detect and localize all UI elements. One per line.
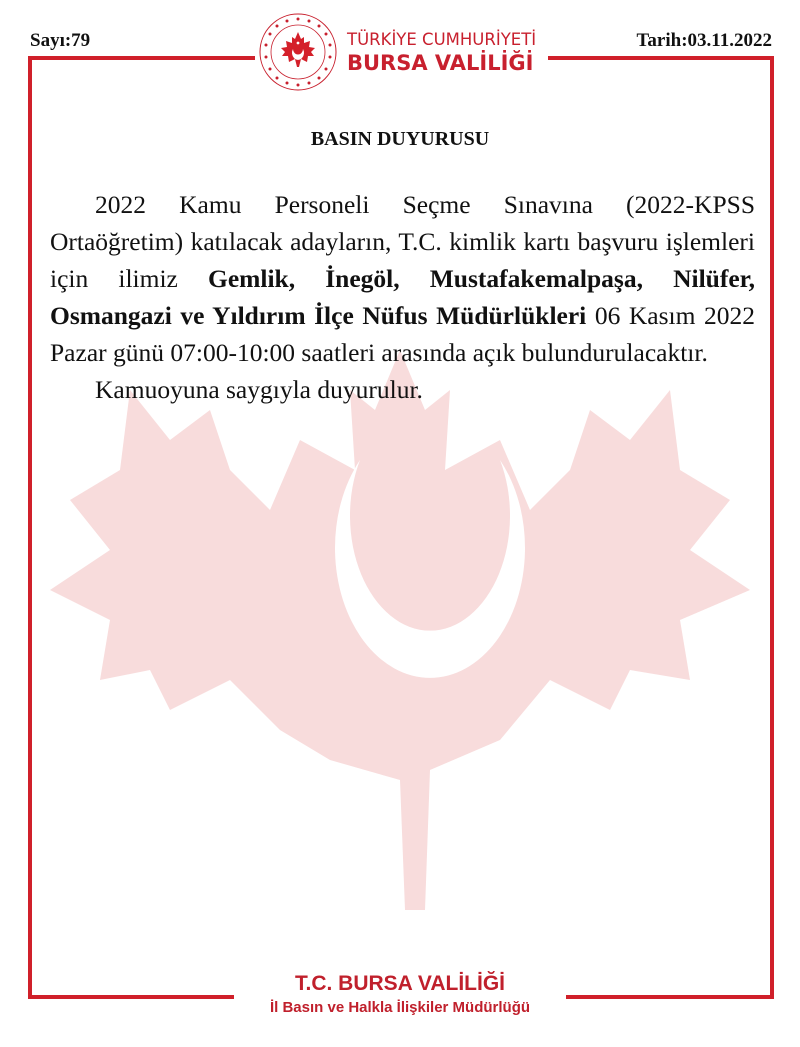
- footer-department: İl Basın ve Halkla İlişkiler Müdürlüğü: [269, 999, 531, 1016]
- footer-organization: [0, 972, 800, 1018]
- header-organization: [347, 30, 536, 75]
- frame-top-right-line: [548, 56, 774, 60]
- frame-left-line: [28, 56, 32, 999]
- frame-right-line: [770, 56, 774, 999]
- paragraph-text-part1: 2022 Kamu Personeli Seçme Sınavına (2022-KPSS Ortaöğretim) katılacak adayların, T.C. kimlik kartı başvuru işlemleri için ilimiz: [50, 190, 755, 293]
- footer-governorship: T.C. BURSA VALİLİĞİ: [295, 972, 505, 995]
- header-country: TÜRKİYE CUMHURİYETİ: [347, 30, 537, 49]
- emblem-icon: [258, 12, 338, 92]
- document-date: Tarih:03.11.2022: [636, 30, 772, 51]
- paragraph-text-part2: 06 Kasım 2022 Pazar günü 07:00-10:00 saatleri arasında açık bulundurulacaktır.: [50, 301, 756, 367]
- closing-paragraph: Kamuoyuna saygıyla duyurulur.: [95, 375, 423, 404]
- announcement-paragraph: [50, 186, 755, 371]
- header-governorship: BURSA VALİLİĞİ: [347, 51, 534, 75]
- document-body: [50, 186, 755, 408]
- frame-top-left-line: [28, 56, 255, 60]
- document-number: Sayı:79: [30, 30, 91, 51]
- document-title: BASIN DUYURUSU: [310, 128, 490, 150]
- paragraph-bold-offices: Gemlik, İnegöl, Mustafakemalpaşa, Nilüfer, Osmangazi ve Yıldırım İlçe Nüfus Müdürlükleri: [50, 264, 755, 330]
- maple-leaf-crescent-watermark-icon: [30, 350, 770, 960]
